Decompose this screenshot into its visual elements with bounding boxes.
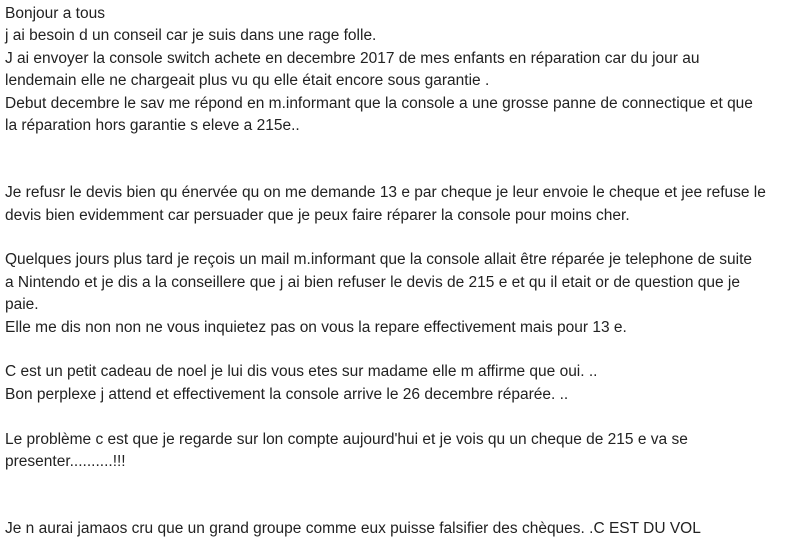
- text-line: Bon perplexe j attend et effectivement la console arrive le 26 decembre réparée. ..: [5, 385, 569, 403]
- text-line: lendemain elle ne chargeait plus vu qu elle était encore sous garantie .: [5, 72, 490, 90]
- text-line: Debut decembre le sav me répond en m.informant que la console a une grosse panne de connectique et que: [5, 94, 753, 112]
- blank-line: [5, 339, 783, 361]
- blank-line: [5, 160, 783, 182]
- text-line: Quelques jours plus tard je reçois un mail m.informant que la console allait être réparée je telephone de suite: [5, 251, 753, 269]
- text-line: J ai envoyer la console switch achete en decembre 2017 de mes enfants en réparation car du jour au: [5, 49, 700, 67]
- post-body: [5, 3, 783, 541]
- blank-line: [5, 473, 783, 495]
- text-line: C est un petit cadeau de noel je lui dis vous etes sur madame elle m affirme que oui. ..: [5, 363, 598, 381]
- blank-line: [5, 227, 783, 249]
- text-line: la réparation hors garantie s eleve a 215e..: [5, 117, 300, 135]
- text-line: devis bien evidemment car persuader que je peux faire réparer la console pour moins cher.: [5, 206, 630, 224]
- blank-line: [5, 406, 783, 428]
- text-line: Bonjour a tous: [5, 5, 105, 22]
- text-line: Je refusr le devis bien qu énervée qu on me demande 13 e par cheque je leur envoie le cheque et jee refuse le: [5, 184, 766, 202]
- text-line: presenter..........!!!: [5, 453, 126, 471]
- text-line: a Nintendo et je dis a la conseillere que j ai bien refuser le devis de 215 e et qu il etait or de question que je: [5, 273, 741, 291]
- text-line: Je n aurai jamaos cru que un grand groupe comme eux puisse falsifier des chèques. .C EST DU VOL: [5, 520, 701, 538]
- blank-line: [5, 137, 783, 159]
- text-line: j ai besoin d un conseil car je suis dans une rage folle.: [5, 27, 377, 45]
- text-line: Le problème c est que je regarde sur lon compte aujourd'hui et je vois qu un cheque de 215 e va se: [5, 430, 688, 448]
- text-line: paie.: [5, 296, 39, 314]
- blank-line: [5, 496, 783, 518]
- text-line: Elle me dis non non ne vous inquietez pas on vous la repare effectivement mais pour 13 e.: [5, 318, 627, 336]
